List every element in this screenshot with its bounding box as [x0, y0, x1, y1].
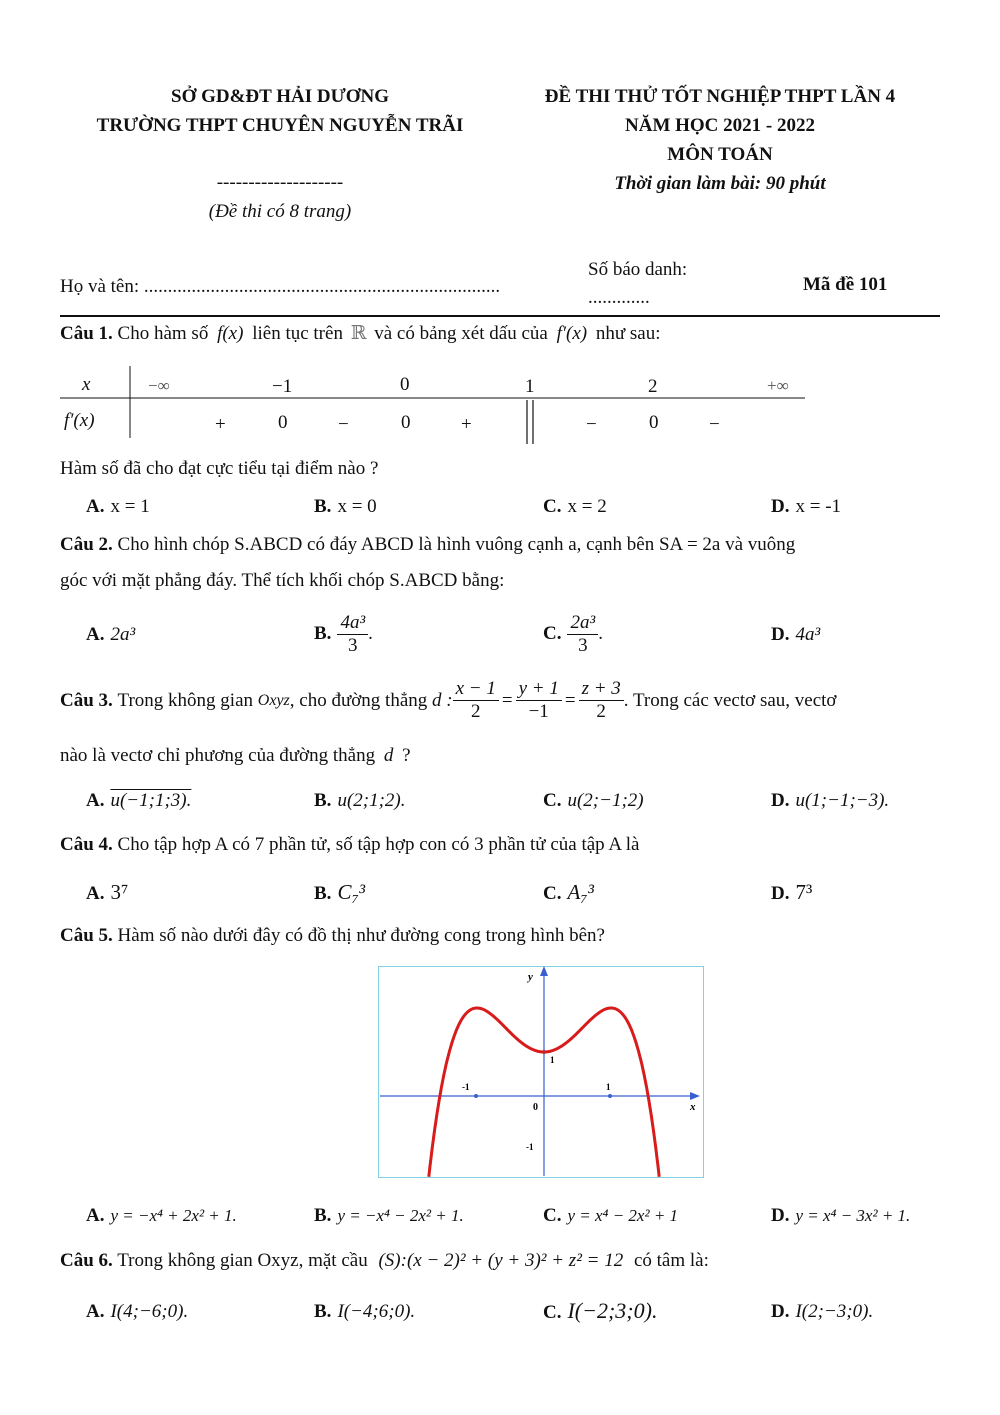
question-2-line1	[60, 534, 795, 556]
q4-option-d[interactable]	[771, 880, 812, 905]
q6-option-d[interactable]	[771, 1301, 873, 1323]
fraction-denominator: 2	[596, 701, 606, 722]
tick-label-y1: 1	[550, 1055, 555, 1065]
option-text: u(2;−1;2)	[567, 790, 644, 811]
option-label: C.	[543, 790, 562, 811]
header-divider	[60, 315, 940, 317]
q3-text-b: , cho đường thẳng	[289, 689, 428, 711]
origin-label: 0	[533, 1102, 538, 1113]
q3-fraction-2	[516, 678, 562, 723]
option-fraction	[337, 612, 368, 657]
q2-option-a[interactable]	[86, 624, 135, 646]
option-text: I(2;−3;0).	[795, 1301, 874, 1322]
option-label: D.	[771, 1301, 790, 1322]
q6-sphere-equation: (S):(x − 2)² + (y + 3)² + z² = 12	[378, 1250, 624, 1271]
question-1-label: Câu 1.	[60, 323, 113, 344]
q1-fpx: f′(x)	[556, 323, 588, 344]
table-x-1: 1	[525, 376, 535, 397]
q3-d-lead: d :	[432, 689, 453, 711]
fraction-numerator: 2a³	[567, 612, 598, 635]
y-axis-label: y	[528, 971, 533, 983]
fraction-numerator: 4a³	[337, 612, 368, 635]
q5-option-c[interactable]	[543, 1205, 678, 1227]
table-x-0: 0	[400, 374, 410, 395]
real-numbers-symbol: ℝ	[350, 323, 367, 344]
candidate-number-dots: .............	[588, 287, 650, 308]
question-4-text	[60, 834, 640, 856]
fraction-denominator: 2	[470, 701, 481, 722]
q3-fraction-3	[579, 678, 624, 723]
function-graph-svg	[378, 966, 706, 1178]
option-text: I(4;−6;0).	[110, 1301, 189, 1322]
candidate-number-label: Số báo danh:	[588, 259, 688, 280]
option-text: x = 2	[567, 496, 607, 517]
table-sign-1: +	[215, 414, 226, 435]
header-dashes: --------------------	[216, 172, 344, 193]
q3-fraction-1	[453, 678, 499, 723]
question-3-line2	[60, 745, 411, 767]
question-5-text	[60, 925, 605, 947]
table-sign-3: +	[461, 414, 472, 435]
q6-option-b[interactable]	[314, 1301, 415, 1323]
question-3-label: Câu 3.	[60, 689, 113, 711]
option-text: x = 0	[337, 496, 377, 517]
table-sign-5: −	[709, 414, 720, 435]
table-sign-2: −	[338, 414, 349, 435]
q1-option-a[interactable]	[86, 496, 150, 518]
table-zero-2: 0	[401, 412, 411, 433]
q3-line2-text: nào là vectơ chỉ phương của đường thẳng	[60, 745, 376, 766]
function-graph	[378, 966, 706, 1178]
option-text: C₇³	[337, 880, 366, 904]
table-x-head: x	[82, 374, 91, 395]
fraction-numerator: x − 1	[453, 678, 499, 701]
fraction-denominator: −1	[528, 701, 549, 722]
q6-text-a: Trong không gian Oxyz, mặt cầu	[117, 1250, 368, 1271]
school-name: TRƯỜNG THPT CHUYÊN NGUYỄN TRÃI	[96, 115, 464, 136]
option-text: 3⁷	[110, 880, 129, 904]
q1-option-c[interactable]	[543, 496, 607, 518]
q1-text-d: như sau:	[595, 323, 661, 344]
option-label: C.	[543, 622, 562, 644]
option-text: y = −x⁴ − 2x² + 1.	[337, 1206, 464, 1225]
option-label: D.	[771, 883, 790, 904]
q5-option-a[interactable]	[86, 1205, 237, 1227]
option-label: A.	[86, 1205, 105, 1226]
option-label: D.	[771, 790, 790, 811]
option-text: x = -1	[795, 496, 842, 517]
x-axis-label: x	[690, 1101, 696, 1113]
q4-text: Cho tập hợp A có 7 phần tử, số tập hợp con có 3 phần tử của tập A là	[117, 834, 640, 855]
option-label: B.	[314, 1301, 332, 1322]
option-text: 4a³	[795, 624, 821, 645]
q3-option-b[interactable]	[314, 790, 406, 812]
fraction-denominator: 3	[348, 635, 358, 656]
option-label: A.	[86, 790, 105, 811]
table-zero-1: 0	[278, 412, 288, 433]
option-text: u(2;1;2).	[337, 790, 406, 811]
q3-option-c[interactable]	[543, 790, 644, 812]
exam-title: ĐỀ THI THỬ TỐT NGHIỆP THPT LẦN 4	[544, 86, 896, 107]
table-x-neg-inf: −∞	[148, 376, 170, 395]
tick-label-x1: 1	[606, 1082, 611, 1092]
q5-option-d[interactable]	[771, 1205, 910, 1227]
q1-text-a: Cho hàm số	[117, 323, 209, 344]
option-label: A.	[86, 624, 105, 645]
q1-option-b[interactable]	[314, 496, 377, 518]
q4-option-c[interactable]	[543, 880, 594, 905]
q3-oxyz: Oxyz	[257, 691, 290, 709]
table-zero-3: 0	[649, 412, 659, 433]
q4-option-a[interactable]	[86, 880, 128, 905]
x-axis-arrow	[690, 1092, 700, 1100]
page-count: (Đề thi có 8 trang)	[208, 201, 352, 222]
question-1-prompt: Hàm số đã cho đạt cực tiểu tại điểm nào ?	[60, 458, 379, 479]
option-text: I(−4;6;0).	[337, 1301, 416, 1322]
option-text: u(1;−1;−3).	[795, 790, 890, 811]
option-label: C.	[543, 1302, 562, 1323]
option-label: D.	[771, 624, 790, 645]
option-label: D.	[771, 496, 790, 517]
q6-text-b: có tâm là:	[633, 1250, 709, 1271]
q3-line2-d: d	[383, 745, 394, 766]
tick-label-xm1: -1	[462, 1082, 470, 1092]
exam-code: Mã đề 101	[803, 274, 888, 295]
point-x1	[608, 1094, 612, 1098]
q5-text: Hàm số nào dưới đây có đồ thị như đường cong trong hình bên?	[117, 925, 605, 946]
question-3-line1	[60, 678, 836, 723]
q1-text-c: và có bảng xét dấu của	[374, 323, 548, 344]
option-text: y = x⁴ − 3x² + 1.	[795, 1206, 911, 1225]
option-label: A.	[86, 883, 105, 904]
option-label: B.	[314, 1205, 332, 1226]
option-label: B.	[314, 622, 332, 644]
q6-option-c[interactable]	[543, 1298, 657, 1324]
q6-option-a[interactable]	[86, 1301, 188, 1323]
fraction-numerator: z + 3	[579, 678, 624, 701]
q3-text-c: . Trong các vectơ sau, vectơ	[623, 689, 837, 711]
q1-fx: f(x)	[217, 323, 244, 344]
school-year: NĂM HỌC 2021 - 2022	[625, 115, 815, 136]
question-4-label: Câu 4.	[60, 834, 113, 855]
option-text: I(−2;3;0).	[567, 1298, 658, 1323]
question-6-label: Câu 6.	[60, 1250, 113, 1271]
option-label: A.	[86, 1301, 105, 1322]
option-text: x = 1	[110, 496, 150, 517]
option-text: A₇³	[567, 880, 594, 904]
option-label: D.	[771, 1205, 790, 1226]
question-6-text	[60, 1250, 709, 1272]
question-5-label: Câu 5.	[60, 925, 113, 946]
equals-sign: =	[501, 689, 513, 711]
option-label: C.	[543, 883, 562, 904]
q4-option-b[interactable]	[314, 880, 365, 905]
option-fraction	[567, 612, 598, 657]
q2-option-c[interactable]: C. $\frac{\text{2a³}}{3}$ .	[543, 612, 603, 656]
sign-table	[60, 366, 810, 446]
point-xm1	[474, 1094, 478, 1098]
q1-text-b: liên tục trên	[252, 323, 343, 344]
q2-option-d[interactable]	[771, 624, 820, 646]
student-name-field: Họ và tên: ...........................................................................	[60, 276, 501, 297]
option-text: y = x⁴ − 2x² + 1	[567, 1206, 679, 1225]
q2-option-b[interactable]: B. $\frac{\text{4a³}}{3}$ .	[314, 612, 373, 656]
q1-option-d[interactable]	[771, 496, 841, 518]
option-label: B.	[314, 496, 332, 517]
question-2-line2: góc với mặt phẳng đáy. Thể tích khối chóp S.ABCD bằng:	[60, 570, 505, 591]
subject: MÔN TOÁN	[667, 144, 773, 165]
table-fp-head: f′(x)	[64, 410, 95, 431]
option-label: B.	[314, 790, 332, 811]
table-sign-4: −	[586, 414, 597, 435]
option-label: C.	[543, 1205, 562, 1226]
option-label: C.	[543, 496, 562, 517]
q3-option-a[interactable]	[86, 790, 191, 812]
sign-table-lines	[60, 366, 810, 446]
option-text: 7³	[795, 880, 813, 904]
q5-option-b[interactable]	[314, 1205, 464, 1227]
fraction-numerator: y + 1	[516, 678, 562, 701]
option-text: 2a³	[110, 624, 136, 645]
q3-text-a: Trong không gian	[117, 689, 254, 711]
option-text: u(−1;1;3).	[110, 790, 192, 811]
equals-sign: =	[564, 689, 576, 711]
question-2-label: Câu 2.	[60, 534, 113, 555]
time-limit: Thời gian làm bài: 90 phút	[614, 173, 826, 194]
tick-label-ym1: -1	[526, 1142, 534, 1152]
y-axis-arrow	[540, 966, 548, 976]
option-label: A.	[86, 496, 105, 517]
q3-line2-q: ?	[402, 745, 411, 766]
q2-text-line1: Cho hình chóp S.ABCD có đáy ABCD là hình vuông cạnh a, cạnh bên SA = 2a và vuông	[117, 534, 796, 555]
q3-option-d[interactable]	[771, 790, 889, 812]
table-x-m1: −1	[272, 376, 293, 397]
option-text: y = −x⁴ + 2x² + 1.	[110, 1206, 237, 1225]
department-name: SỞ GD&ĐT HẢI DƯƠNG	[171, 86, 389, 107]
question-1-text	[60, 322, 661, 345]
table-x-2: 2	[648, 376, 658, 397]
option-label: B.	[314, 883, 332, 904]
fraction-denominator: 3	[578, 635, 588, 656]
table-x-pos-inf: +∞	[767, 376, 789, 395]
